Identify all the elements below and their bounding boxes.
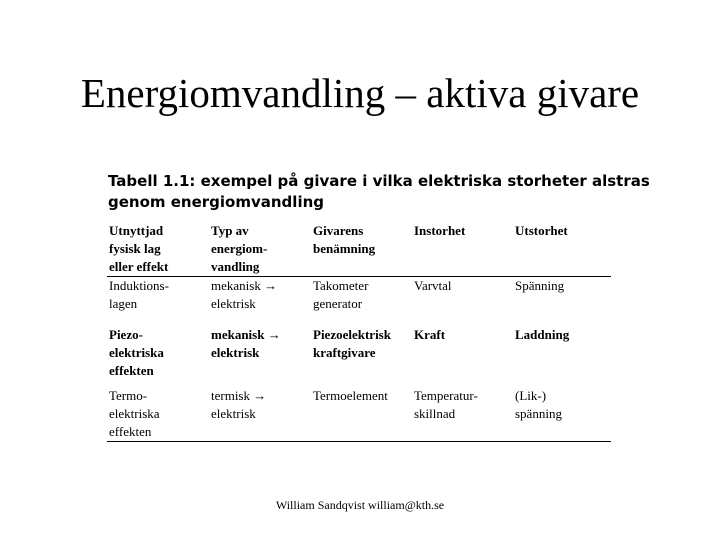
- footer-author: William Sandqvist william@kth.se: [275, 498, 445, 512]
- cell-benamning: Termoelement: [311, 385, 412, 442]
- cell-lag: Piezo- elektriska effekten: [109, 327, 164, 378]
- cell-instorhet: Varvtal: [414, 278, 452, 293]
- header-utstorhet: Utstorhet: [513, 222, 611, 277]
- table-row: [107, 277, 611, 325]
- cell-typ: mekanisk → elektrisk: [211, 327, 281, 360]
- slide-title: Energiomvandling – aktiva givare: [80, 70, 640, 116]
- table-caption: [108, 171, 650, 213]
- givare-table: [107, 222, 611, 442]
- cell-typ: termisk → elektrisk: [209, 385, 311, 442]
- cell-instorhet: Kraft: [414, 327, 446, 342]
- cell-utstorhet: (Lik-) spänning: [513, 385, 611, 442]
- table-caption-line-1: Tabell 1.1: exempel på givare i vilka elektriska storheter alstras: [108, 172, 650, 190]
- table-caption-line-2: genom energiomvandling: [108, 193, 324, 211]
- table-row: [107, 324, 611, 385]
- cell-utstorhet: Spänning: [515, 278, 565, 293]
- cell-utstorhet: Laddning: [515, 327, 570, 342]
- cell-instorhet: Temperatur- skillnad: [412, 385, 513, 442]
- table-header-row: [107, 222, 611, 277]
- header-typ-av-energiomvandling: Typ av energiom- vandling: [209, 222, 311, 277]
- header-givarens-benamning: Givarens benämning: [311, 222, 412, 277]
- cell-benamning: Piezoelektrisk kraftgivare: [313, 327, 391, 360]
- cell-typ: mekanisk → elektrisk: [211, 278, 278, 311]
- table-row: [107, 385, 611, 442]
- header-utnyttjad-lag: Utnyttjad fysisk lag eller effekt: [107, 222, 209, 277]
- cell-lag: Induktions- lagen: [109, 278, 169, 311]
- cell-benamning: Takometer generator: [313, 278, 369, 311]
- header-instorhet: Instorhet: [412, 222, 513, 277]
- cell-lag: Termo- elektriska effekten: [107, 385, 209, 442]
